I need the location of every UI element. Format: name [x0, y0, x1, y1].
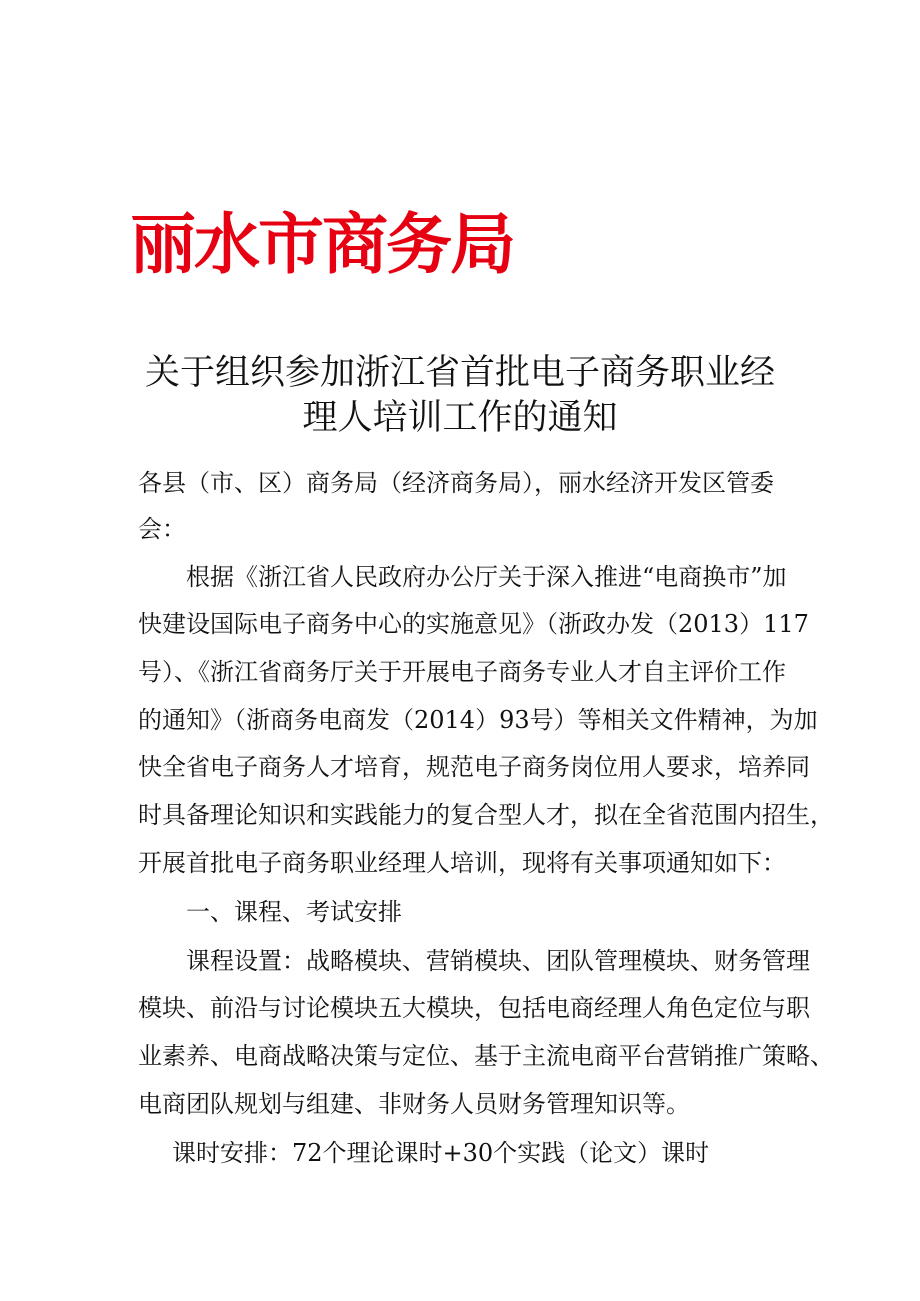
section1-heading: 一、课程、考试安排	[186, 898, 402, 926]
paragraph1-line-6: 时具备理论知识和实践能力的复合型人才，拟在全省范围内招生，	[138, 801, 834, 829]
masthead-title: 丽水市商务局	[130, 206, 514, 283]
addressee-line-2: 会：	[138, 515, 186, 543]
paragraph1-line-1: 根据《浙江省人民政府办公厅关于深入推进“电商换市”加	[186, 563, 787, 591]
addressee-line-1: 各县（市、区）商务局（经济商务局），丽水经济开发区管委	[138, 469, 774, 497]
paragraph2-line-2: 模块、前沿与讨论模块五大模块，包括电商经理人角色定位与职	[138, 994, 810, 1022]
paragraph2-line-3: 业素养、电商战略决策与定位、基于主流电商平台营销推广策略、	[138, 1042, 834, 1070]
notice-title-line-1: 关于组织参加浙江省首批电子商务职业经	[144, 353, 775, 393]
paragraph1-line-3: 号）、《浙江省商务厅关于开展电子商务专业人才自主评价工作	[138, 658, 786, 686]
paragraph2-line-4: 电商团队规划与组建、非财务人员财务管理知识等。	[138, 1090, 690, 1118]
paragraph2-line-1: 课程设置：战略模块、营销模块、团队管理模块、财务管理	[186, 947, 810, 975]
paragraph3-hours: 课时安排：72个理论课时+30个实践（论文）课时	[172, 1139, 710, 1167]
paragraph1-line-5: 快全省电子商务人才培育，规范电子商务岗位用人要求，培养同	[138, 753, 810, 781]
paragraph1-line-2: 快建设国际电子商务中心的实施意见》（浙政办发（2013）117	[138, 610, 809, 638]
notice-title-line-2: 理人培训工作的通知	[302, 398, 618, 438]
paragraph1-line-4: 的通知》（浙商务电商发（2014）93号）等相关文件精神，为加	[138, 706, 818, 734]
paragraph1-line-7: 开展首批电子商务职业经理人培训，现将有关事项通知如下：	[138, 849, 786, 877]
